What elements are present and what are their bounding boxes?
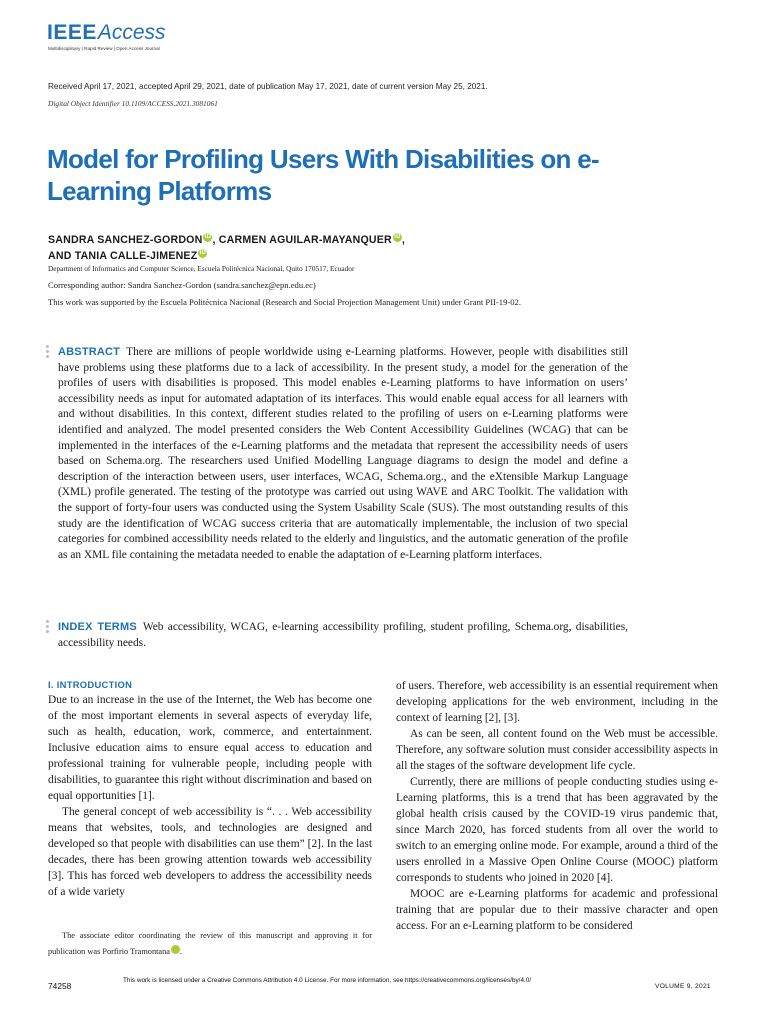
orcid-icon[interactable]: iD bbox=[394, 234, 401, 241]
author-list bbox=[48, 232, 688, 264]
logo-access: Access bbox=[97, 21, 166, 44]
paragraph: of users. Therefore, web accessibility is an essential requirement when developing applications for the web environment, including in the context of learning [2], [3]. bbox=[396, 680, 718, 724]
paragraph: Due to an increase in the use of the Internet, the Web has become one of the most important elements in several aspects of everyday life, such as health, education, work, commerce, and entertainment. Inclusive education aims to ensure equal access to education and professional training for vulnerable people, including people with disabilities, to guarantee this right without discrimination and based on equal opportunities [1]. bbox=[48, 694, 372, 802]
paper-title: Model for Profiling Users With Disabilities on e-Learning Platforms bbox=[47, 144, 599, 206]
abstract-heading: ABSTRACT bbox=[58, 346, 121, 358]
orcid-icon[interactable]: iD bbox=[204, 234, 212, 241]
paragraph: Currently, there are millions of people conducting studies using e-Learning platforms, this is a trend that has been aggravated by the global health crisis caused by the COVID-19 virus pandemic that, since March 2020, has forced students from all over the world to switch to an emerging online mode. For example, around a third of the users enrolled in a Massive Open Online Course (MOOC) platform corresponds to students who joined in 2020 [4]. bbox=[396, 776, 718, 884]
license-notice[interactable]: This work is licensed under a Creative Commons Attribution 4.0 License. For more information, see https://creativecommons.org/licenses/by/4.0/ bbox=[123, 977, 532, 984]
author-2: , CARMEN AGUILAR-MAYANQUER bbox=[212, 234, 392, 246]
right-column bbox=[396, 678, 718, 934]
paragraph: As can be seen, all content found on the Web must be accessible. Therefore, any software solution must consider accessibility aspects in all the stages of the software development life cycle. bbox=[396, 728, 718, 772]
editor-footnote: The associate editor coordinating the review of this manuscript and approving it for publication was Porfirio Tramontana iD. bbox=[48, 931, 372, 956]
page-number: 74258 bbox=[48, 981, 72, 991]
logo-ieee: IEEE bbox=[47, 21, 97, 44]
author-3: AND TANIA CALLE-JIMENEZ bbox=[48, 250, 198, 262]
received-dates: Received April 17, 2021, accepted April 29, 2021, date of publication May 17, 2021, date of current version May 25, 2021. bbox=[48, 82, 488, 91]
doi: Digital Object Identifier 10.1109/ACCESS.2021.3081061 bbox=[48, 99, 218, 108]
affiliation: Department of Informatics and Computer Science, Escuela Politécnica Nacional, Quito 170517, Ecuador bbox=[48, 264, 355, 273]
section-heading: I. INTRODUCTION bbox=[48, 679, 133, 690]
paragraph: The general concept of web accessibility is “. . . Web accessibility means that websites, tools, and technologies are designed and developed so that people with disabilities can use them” [2]. In the last decades, there has been growing attention towards web accessibility [3]. This has forced web developers to address the accessibility needs of a wide variety bbox=[48, 806, 372, 898]
journal-logo bbox=[47, 21, 166, 45]
left-column bbox=[48, 678, 372, 900]
volume-label: VOLUME 9, 2021 bbox=[655, 983, 711, 990]
abstract bbox=[58, 345, 628, 563]
footnote-text: The associate editor coordinating the review of this manuscript and approving it for publication was Porfirio Tramontana bbox=[48, 931, 372, 956]
author-1: SANDRA SANCHEZ-GORDON bbox=[48, 234, 203, 246]
orcid-icon[interactable]: iD bbox=[171, 945, 180, 954]
paragraph: MOOC are e-Learning platforms for academic and professional training that are popular due to their massive character and open access. For an e-Learning platform to be considered bbox=[396, 888, 718, 932]
corresponding-author: Corresponding author: Sandra Sanchez-Gordon (sandra.sanchez@epn.edu.ec) bbox=[48, 280, 316, 290]
index-terms bbox=[58, 620, 628, 651]
author-separator: , bbox=[401, 234, 406, 246]
dots-icon bbox=[46, 620, 50, 635]
logo-tagline: Multidisciplinary | Rapid Review | Open Access Journal bbox=[48, 46, 160, 51]
dots-icon bbox=[46, 345, 50, 360]
index-terms-text: Web accessibility, WCAG, e-learning accessibility profiling, student profiling, Schema.org, disabilities, accessibility needs. bbox=[58, 621, 628, 649]
index-terms-heading: INDEX TERMS bbox=[58, 621, 137, 633]
funding-note: This work was supported by the Escuela Politécnica Nacional (Research and Social Projection Management Unit) under Grant PII-19-02. bbox=[48, 297, 521, 307]
abstract-text: There are millions of people worldwide using e-Learning platforms. However, people with disabilities still have problems using these platforms due to a lack of accessibility. In the present study, a model for the generation of the profiles of users with disabilities is proposed. This model enables e-Learning platforms to have information on users’ accessibility needs as input for automated adaptation of its interfaces. This would enable equal access for all learners with and without disabilities. In this context, different studies related to the profiling of users on e-Learning platforms were identified and analyzed. The model presented considers the Web Content Accessibility Guidelines (WCAG) that can be implemented in the interfaces of the e-Learning platforms and the metadata that represent the accessibility needs of users based on Schema.org. The researchers used Unified Modelling Language diagrams to design the model and define a description of the interaction between users, user interfaces, WCAG, Schema.org., and the eXtensible Markup Language (XML) profile generated. The testing of the prototype was carried out using WAVE and ARC Toolkit. The validation with the support of forty-four users was conducted using the System Usability Scale (SUS). The most outstanding results of this study are the identification of WCAG success criteria that are automatically implementable, the inclusion of two special categories for combined accessibility needs related to the elderly and linguistics, and the automatic generation of the profile as an XML file containing the metadata needed to enable the adaptation of e-Learning platform interfaces. bbox=[58, 346, 628, 561]
orcid-icon[interactable]: iD bbox=[199, 250, 207, 257]
